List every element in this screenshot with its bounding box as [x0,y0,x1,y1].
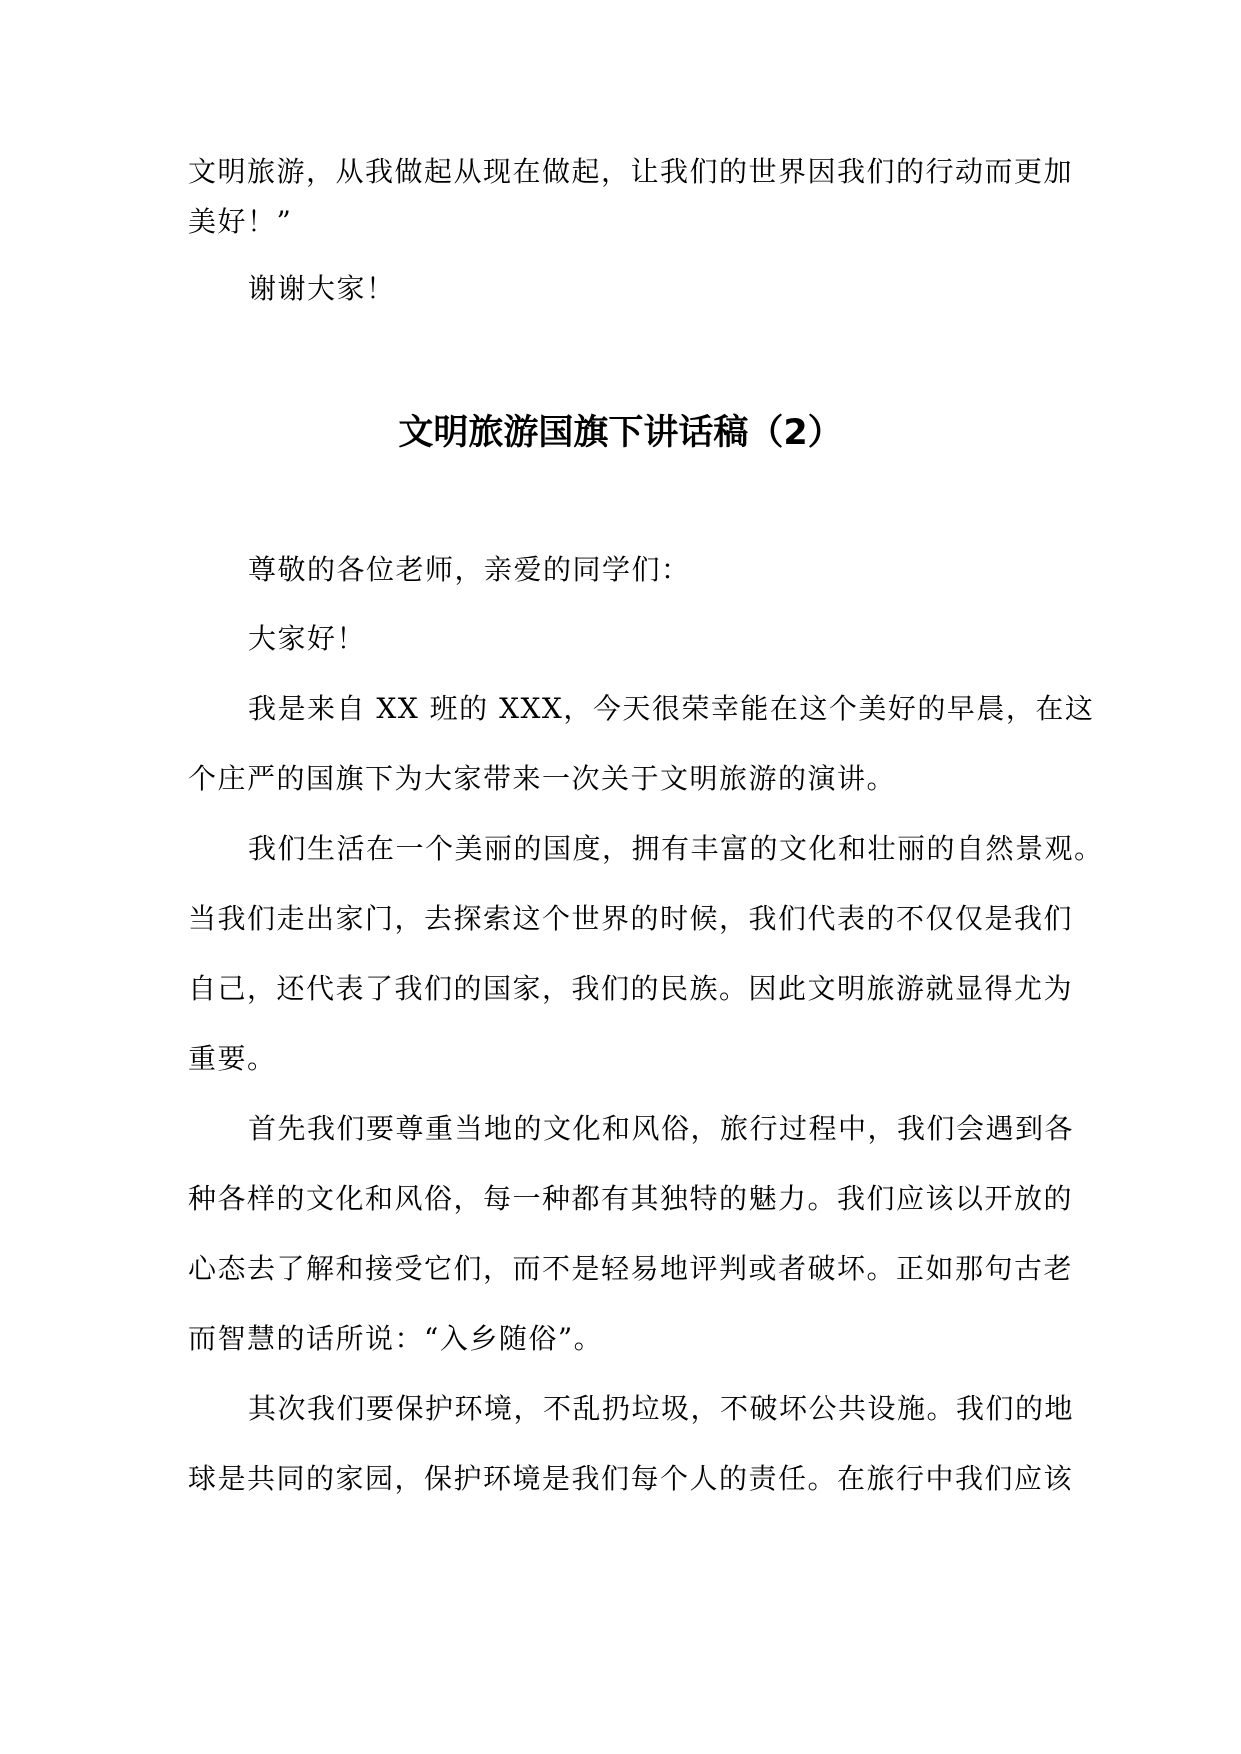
text-line: 其次我们要保护环境，不乱扔垃圾，不破坏公共设施。我们的地 [248,1392,1075,1425]
text-line: 谢谢大家！ [248,272,396,305]
section-title: 文明旅游国旗下讲话稿（2） [398,413,843,453]
text-line: 美好！” [188,205,293,238]
text-line: 心态去了解和接受它们，而不是轻易地评判或者破坏。正如那句古老 [188,1252,1074,1285]
text-line: 球是共同的家园，保护环境是我们每个人的责任。在旅行中我们应该 [188,1462,1074,1495]
text-line: 文明旅游，从我做起从现在做起，让我们的世界因我们的行动而更加 [188,155,1074,188]
text-line: 种各样的文化和风俗，每一种都有其独特的魅力。我们应该以开放的 [188,1182,1074,1215]
text-line: 当我们走出家门，去探索这个世界的时候，我们代表的不仅仅是我们 [188,902,1074,935]
text-line: 大家好！ [248,622,367,655]
text-line: 重要。 [188,1042,277,1075]
text-line: 我们生活在一个美丽的国度，拥有丰富的文化和壮丽的自然景观。 [248,832,1104,865]
text-line: 自己，还代表了我们的国家，我们的民族。因此文明旅游就显得尤为 [188,972,1074,1005]
text-line: 首先我们要尊重当地的文化和风俗，旅行过程中，我们会遇到各 [248,1112,1075,1145]
text-line: 我是来自 XX 班的 XXX，今天很荣幸能在这个美好的早晨，在这 [248,692,1095,725]
text-line: 而智慧的话所说：“入乡随俗”。 [188,1322,604,1355]
text-line: 尊敬的各位老师，亲爱的同学们： [248,553,691,586]
text-line: 个庄严的国旗下为大家带来一次关于文明旅游的演讲。 [188,762,897,795]
